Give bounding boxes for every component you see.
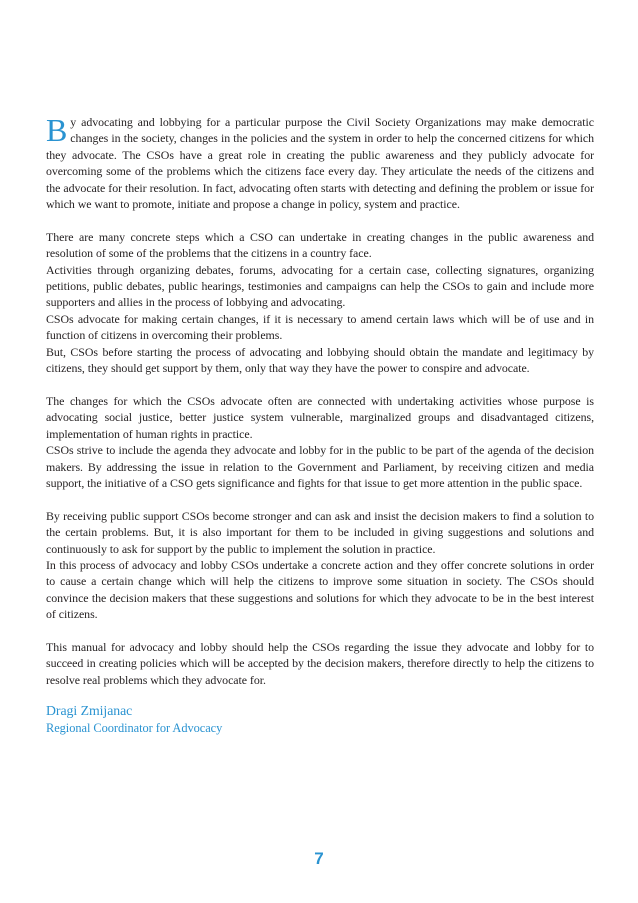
drop-cap: B	[46, 112, 68, 148]
foreword-text	[46, 114, 594, 736]
paragraph-mandate: But, CSOs before starting the process of advocating and lobbying should obtain the mandate and legitimacy by citizens, they should get support by them, only that way they have the power to conspire and advocate.	[46, 344, 594, 376]
intro-text: y advocating and lobbying for a particular purpose the Civil Society Organizations may make democratic changes in the society, changes in the policies and the system in order to help the concerned citizens for which they advocate. The CSOs have a great role in creating the public awareness and they publicly advocate for overcoming some of the problems which the citizens face every day. They articulate the needs of the citizens and the advocate for their resolution. In fact, advocating often starts with detecting and defining the problem or issue for which we want to promote, initiate and propose a change in policy, system and practice.	[46, 115, 594, 212]
paragraph-gap	[46, 376, 594, 392]
paragraph-agenda: CSOs strive to include the agenda they advocate and lobby for in the public to be part of the agenda of the decision makers. By addressing the issue in relation to the Government and Parliament, by receiving citizen and media support, the initiative of a CSO gets significance and fights for that issue to get more attention in the public space.	[46, 443, 594, 490]
paragraph-gap	[46, 623, 594, 639]
paragraph-amend-laws: CSOs advocate for making certain changes, if it is necessary to amend certain laws which will be of use and in function of citizens in overcoming their problems.	[46, 311, 594, 343]
page-number: 7	[314, 849, 324, 868]
signature-title: Regional Coordinator for Advocacy	[46, 721, 223, 736]
paragraph-activities: Activities through organizing debates, forums, advocating for a certain case, collecting signatures, organizing petitions, public debates, public hearings, testimonies and campaigns can help the CSOs to gain and include more supporters and allies in the process of lobbying and advocating.	[46, 262, 594, 310]
paragraph-social-justice: The changes for which the CSOs advocate often are connected with undertaking activities whose purpose is advocating social justice, better justice system vulnerable, marginalized groups and disadvantaged citizens, implementation of human rights in practice.	[46, 393, 594, 441]
paragraph-manual-purpose: This manual for advocacy and lobby should help the CSOs regarding the issue they advocate and lobby for to succeed in creating policies which will be accepted by the decision makers, therefore directly to help the citizens to resolve real problems which they advocate for.	[46, 639, 594, 687]
signature-name: Dragi Zmijanac	[46, 703, 133, 719]
paragraph-gap	[46, 491, 594, 507]
paragraph-concrete-action: In this process of advocacy and lobby CSOs undertake a concrete action and they offer concrete solutions in order to cause a certain change which will help the citizens to improve some situation in society. The CSOs should convince the decision makers that these suggestions and solutions for which they advocate to be in the best interest of citizens.	[46, 557, 594, 622]
paragraph-concrete-steps: There are many concrete steps which a CSO can undertake in creating changes in the public awareness and resolution of some of the problems that the citizens in a country face.	[46, 229, 594, 261]
paragraph-public-support: By receiving public support CSOs become stronger and can ask and insist the decision makers to find a solution to the certain problems. But, it is also important for them to be included in giving suggestions and solutions and continuously to ask for support by the public to implement the solution in practice.	[46, 508, 594, 556]
intro-paragraph	[46, 114, 594, 212]
paragraph-gap	[46, 212, 594, 228]
